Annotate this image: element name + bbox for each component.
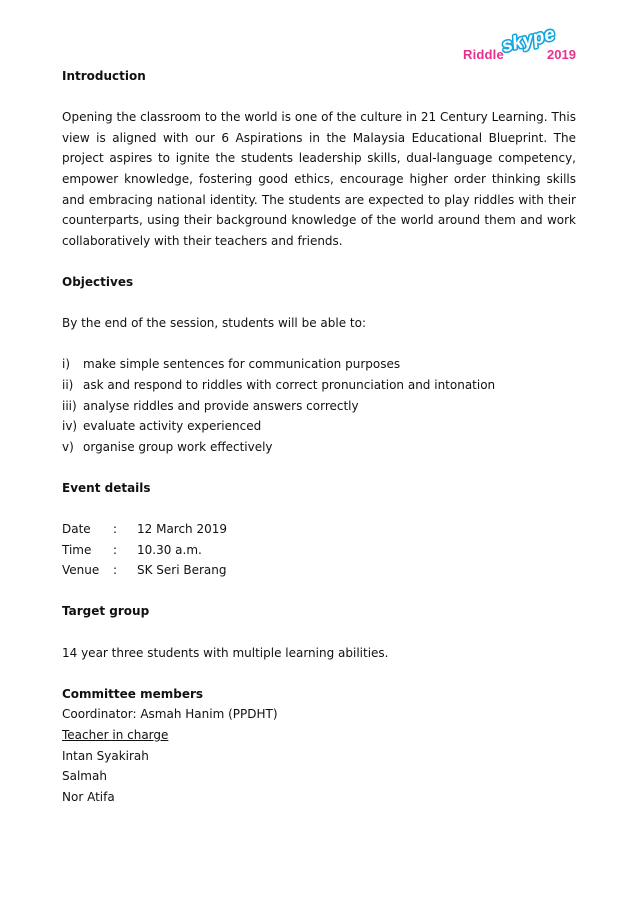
list-item-number: i)	[62, 357, 71, 372]
event-details-table	[62, 519, 576, 581]
target-group-heading: Target group	[62, 604, 150, 619]
logo-skype-text: skype	[499, 23, 558, 58]
detail-row-time	[62, 540, 576, 561]
committee-heading: Committee members	[62, 686, 204, 701]
introduction-paragraph: Opening the classroom to the world is one of the culture in 21 Century Learning. This view is aligned with our 6 Aspirations in the Malaysia Educational Blueprint. The project aspires to ignite the students leadership skills, dual-language competency, empower knowledge, fostering good ethics, encourage higher order thinking skills and embracing national identity. The students are expected to play riddles with their counterparts, using their background knowledge of the world around them and work collaboratively with their teachers and friends.	[62, 110, 576, 248]
document-body	[62, 66, 576, 807]
list-item-number: iv)	[62, 419, 78, 434]
introduction-heading: Introduction	[62, 69, 146, 83]
detail-colon: :	[113, 542, 118, 557]
detail-row-date	[62, 519, 576, 540]
list-item	[62, 416, 576, 437]
list-item	[62, 375, 576, 396]
list-item-number: v)	[62, 439, 74, 454]
committee-member: Intan Syakirah	[62, 748, 149, 763]
committee-member: Nor Atifa	[62, 789, 115, 804]
list-item	[62, 354, 576, 375]
logo-riddle-text: Riddle	[463, 47, 504, 62]
committee-member: Salmah	[62, 769, 107, 784]
detail-value: 12 March 2019	[137, 522, 228, 537]
detail-row-venue	[62, 560, 576, 581]
list-item	[62, 396, 576, 417]
event-details-heading: Event details	[62, 480, 151, 495]
detail-label: Date	[62, 522, 91, 537]
list-item-text: organise group work effectively	[83, 439, 273, 454]
detail-label: Venue	[62, 563, 100, 578]
list-item-text: ask and respond to riddles with correct pronunciation and intonation	[83, 377, 496, 392]
detail-colon: :	[113, 522, 118, 537]
detail-value: 10.30 a.m.	[137, 542, 202, 557]
list-item-text: make simple sentences for communication purposes	[83, 357, 401, 372]
detail-colon: :	[113, 563, 118, 578]
logo-year-text: 2019	[547, 47, 576, 62]
detail-value: SK Seri Berang	[137, 563, 227, 578]
target-group-text: 14 year three students with multiple learning abilities.	[62, 645, 389, 660]
list-item-number: ii)	[62, 377, 74, 392]
detail-label: Time	[62, 542, 92, 557]
riddle-skype-logo	[461, 23, 581, 70]
list-item-text: analyse riddles and provide answers correctly	[83, 398, 359, 413]
teacher-in-charge-heading: Teacher in charge	[62, 728, 169, 742]
list-item-number: iii)	[62, 398, 77, 413]
objectives-list	[62, 354, 576, 457]
list-item-text: evaluate activity experienced	[83, 419, 262, 434]
list-item	[62, 437, 576, 458]
objectives-heading: Objectives	[62, 274, 134, 289]
objectives-lead: By the end of the session, students will be able to:	[62, 316, 366, 331]
committee-coordinator: Coordinator: Asmah Hanim (PPDHT)	[62, 707, 278, 722]
